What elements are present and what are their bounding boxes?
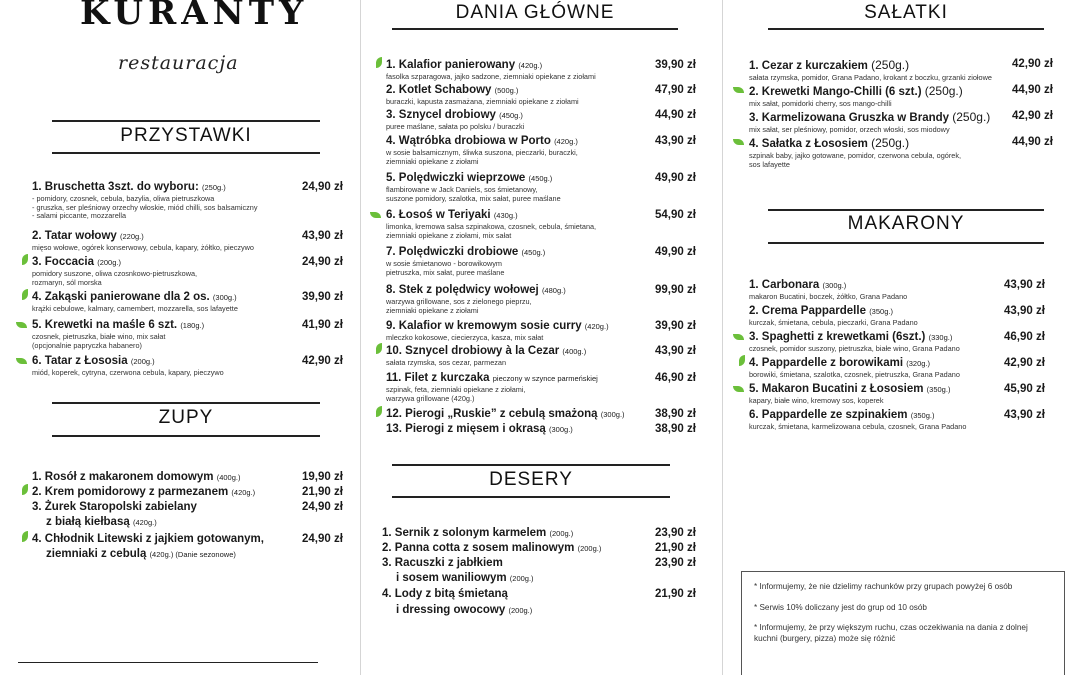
menu-item-title: 6. Łosoś w Teriyaki (386, 209, 491, 221)
info-note: * Informujemy, że przy większym ruchu, czas oczekiwania na dania z dolnej kuchni (burgery, pizza) może się różnić (754, 623, 1028, 643)
menu-item (386, 345, 666, 368)
menu-item-description: mix sałat, pomidorki cherry, sos mango-chilli (749, 98, 892, 108)
menu-item-size: (350g.) (869, 307, 893, 316)
menu-item-size: (200g.) (97, 258, 121, 267)
menu-item-title: 1. Carbonara (749, 279, 820, 291)
vegetarian-leaf-icon (376, 57, 382, 68)
menu-item (32, 230, 332, 253)
menu-item-description: miód, koperek, cytryna, czerwona cebula, kapary, pieczywo (32, 367, 224, 377)
menu-item-size: (450g.) (528, 174, 553, 183)
menu-item (382, 588, 652, 602)
section-rule (52, 402, 320, 404)
menu-item-size: (350g.) (926, 385, 951, 394)
menu-item-price: 43,90 zł (1004, 305, 1045, 317)
vegetarian-leaf-icon (22, 484, 28, 495)
menu-item-size: (250g.) (871, 58, 910, 72)
menu-item-size: (250g.) (924, 84, 963, 98)
section-rule (392, 464, 670, 466)
menu-item (386, 246, 666, 277)
menu-item-size: (250g.) (952, 110, 991, 124)
menu-item-size: (300g.) (212, 293, 237, 302)
section-title-przystawki: PRZYSTAWKI (120, 125, 252, 146)
vegetarian-leaf-icon (733, 386, 744, 392)
info-note: * Serwis 10% doliczany jest do grup od 10 osób (754, 602, 927, 612)
menu-item-size: (180g.) (180, 321, 205, 330)
menu-item-price: 38,90 zł (655, 423, 696, 435)
menu-item (386, 320, 666, 343)
menu-item-price: 19,90 zł (302, 471, 343, 483)
menu-item-title: 3. Foccacia (32, 256, 95, 268)
menu-item (32, 256, 332, 287)
menu-item-description: mleczko kokosowe, ciecierzyca, kasza, mix sałat (386, 332, 544, 342)
menu-item (386, 59, 666, 82)
menu-item-title: i dressing owocowy (396, 604, 506, 616)
menu-item-price: 44,90 zł (655, 109, 696, 121)
vegetarian-leaf-icon (733, 334, 744, 340)
menu-item-name (386, 320, 666, 334)
menu-item-description: sałata rzymska, pomidor, Grana Padano, krokant z boczku, grzanki ziołowe (749, 72, 992, 82)
menu-item (386, 372, 666, 403)
menu-item-name (32, 471, 302, 485)
menu-item-name (386, 59, 666, 73)
section-rule (768, 242, 1044, 244)
menu-item (32, 319, 332, 350)
menu-item-description: borowiki, śmietana, szalotka, czosnek, pietruszka, Grana Padano (749, 369, 960, 379)
menu-item-name (386, 84, 666, 98)
menu-item-title: 4. Wątróbka drobiowa w Porto (386, 135, 551, 147)
menu-item-price: 24,90 zł (302, 256, 343, 268)
menu-item-title: 4. Chłodnik Litewski z jajkiem gotowanym, (32, 533, 264, 545)
menu-item-price: 24,90 zł (302, 181, 343, 193)
menu-item-description: pomidory suszone, oliwa czosnkowo-pietruszkowa, rozmaryn, sól morska (32, 268, 198, 287)
menu-item-price: 44,90 zł (1012, 136, 1053, 148)
menu-item-price: 42,90 zł (1012, 110, 1053, 122)
menu-item-description: warzywa grillowane, sos z zielonego pieprzu, ziemniaki opiekane z ziołami (386, 296, 532, 315)
menu-item-price: 46,90 zł (655, 372, 696, 384)
menu-item-title: 2. Krem pomidorowy z parmezanem (32, 486, 229, 498)
menu-item (32, 471, 302, 485)
section-rule (18, 662, 318, 663)
menu-item (386, 172, 666, 203)
menu-item-price: 49,90 zł (655, 172, 696, 184)
menu-item-name (386, 423, 666, 437)
menu-item-description: w sosie balsamicznym, śliwka suszona, pieczarki, buraczki, ziemniaki opiekane z ziołami (386, 147, 578, 166)
menu-item (382, 542, 652, 556)
menu-item (386, 109, 666, 132)
menu-item-title: 2. Krewetki Mango-Chilli (6 szt.) (749, 86, 922, 98)
section-rule (768, 209, 1044, 211)
menu-item-name (386, 408, 666, 422)
section-rule (392, 496, 670, 498)
menu-item-price: 24,90 zł (302, 501, 343, 513)
menu-item (46, 516, 316, 530)
menu-item-price: 39,90 zł (302, 291, 343, 303)
section-rule (52, 435, 320, 437)
vegetarian-leaf-icon (22, 254, 28, 265)
menu-item-title: ziemniaki z cebulą (46, 548, 147, 560)
menu-item-description: puree maślane, sałata po polsku / buraczki (386, 121, 525, 131)
info-note: * Informujemy, że nie dzielimy rachunków przy grupach powyżej 6 osób (754, 582, 1013, 591)
vegetarian-leaf-icon (22, 531, 28, 542)
menu-item-title: 7. Polędwiczki drobiowe (386, 246, 519, 258)
vegetarian-leaf-icon (733, 87, 744, 93)
menu-item (32, 181, 332, 221)
menu-item-price: 41,90 zł (302, 319, 343, 331)
menu-item-price: 38,90 zł (655, 408, 696, 420)
vegetarian-leaf-icon (733, 139, 744, 145)
menu-item-size: (400g.) (562, 347, 587, 356)
menu-item-name (396, 604, 666, 618)
menu-item-size: (420g.) (Danie sezonowe) (149, 550, 236, 559)
menu-item-name (32, 486, 302, 500)
info-notes-box (741, 571, 1065, 675)
menu-item-price: 99,90 zł (655, 284, 696, 296)
menu-item-size: (220g.) (119, 232, 144, 241)
menu-item-name (46, 548, 316, 562)
menu-item-size: (320g.) (906, 359, 930, 368)
menu-item-description: limonka, kremowa salsa szpinakowa, czosnek, cebula, śmietana, ziemniaki opiekane z ziołami, mix sałat (386, 221, 597, 240)
menu-item-size: (250g.) (871, 136, 910, 150)
vegetarian-leaf-icon (376, 406, 382, 417)
menu-item-size: (450g.) (499, 111, 523, 120)
menu-item-name (32, 533, 302, 547)
menu-item-title: 4. Pappardelle z borowikami (749, 357, 904, 369)
menu-item-size: (400g.) (216, 473, 241, 482)
menu-item-title: 2. Kotlet Schabowy (386, 84, 492, 96)
menu-item (386, 423, 666, 437)
vegetarian-leaf-icon (16, 322, 27, 328)
menu-item-price: 23,90 zł (655, 527, 696, 539)
menu-item-description: flambirowane w Jack Daniels, sos śmietanowy, suszone pomidory, szalotka, mix sałat, puree maślane (386, 184, 561, 203)
menu-item-size: (350g.) (910, 411, 935, 420)
menu-item-size: (420g.) (231, 488, 256, 497)
menu-item-title: 1. Rosół z makaronem domowym (32, 471, 214, 483)
menu-item-size: (420g.) (132, 518, 157, 527)
menu-item-price: 39,90 zł (655, 59, 696, 71)
menu-item-price: 43,90 zł (1004, 279, 1045, 291)
menu-item-title: 1. Bruschetta 3szt. do wyboru: (32, 181, 199, 193)
menu-item-price: 43,90 zł (302, 230, 343, 242)
menu-item-price: 49,90 zł (655, 246, 696, 258)
menu-item (386, 135, 666, 166)
vegetarian-leaf-icon (16, 358, 27, 364)
menu-item-name (382, 588, 652, 602)
menu-item-price: 39,90 zł (655, 320, 696, 332)
menu-item-name (386, 109, 666, 123)
menu-item-name (386, 172, 666, 186)
menu-item-description: sałata rzymska, sos cezar, parmezan (386, 357, 507, 367)
menu-item-title: 12. Pierogi „Ruskie” z cebulą smażoną (386, 408, 598, 420)
menu-item-price: 43,90 zł (1004, 409, 1045, 421)
menu-item (386, 284, 666, 315)
menu-item-description: czosnek, pietruszka, białe wino, mix sałat (opcjonalnie papryczka habanero) (32, 331, 166, 350)
menu-item (382, 557, 652, 571)
menu-item-size: (200g.) (549, 529, 574, 538)
menu-item-name (386, 135, 666, 149)
menu-item-size: (200g.) (508, 606, 533, 615)
menu-item-description: krążki cebulowe, kalmary, camembert, mozzarella, sos lafayette (32, 303, 238, 313)
menu-item-title: 4. Sałatka z Łososiem (749, 138, 868, 150)
menu-item-size: (300g.) (549, 425, 573, 434)
menu-item-title: 5. Polędwiczki wieprzowe (386, 172, 526, 184)
menu-item-size: (300g.) (822, 281, 847, 290)
menu-item-title: 6. Pappardelle ze szpinakiem (749, 409, 908, 421)
section-title-salatki: SAŁATKI (864, 2, 948, 23)
section-rule (768, 28, 1044, 30)
menu-item-description: w sosie śmietanowo - borowikowym pietruszka, mix sałat, puree maślane (386, 258, 505, 277)
menu-item-title: 3. Spaghetti z krewetkami (6szt.) (749, 331, 926, 343)
menu-item-name (386, 246, 666, 260)
section-title-zupy: ZUPY (158, 407, 214, 428)
menu-item-size: (420g.) (554, 137, 578, 146)
restaurant-subtitle: restauracja (118, 52, 239, 74)
menu-item-size: (200g.) (577, 544, 602, 553)
menu-item (32, 501, 302, 515)
menu-item-description: fasolka szparagowa, jajko sadzone, ziemniaki opiekane z ziołami (386, 71, 596, 81)
menu-item-size: (500g.) (494, 86, 519, 95)
menu-item-description: czosnek, pomidor suszony, pietruszka, białe wino, Grana Padano (749, 343, 960, 353)
menu-item-description: buraczki, kapusta zasmażana, ziemniaki opiekane z ziołami (386, 96, 579, 106)
menu-item-name (386, 209, 666, 223)
menu-item-title: 4. Lody z bitą śmietaną (382, 588, 508, 600)
menu-item-name (386, 284, 666, 298)
menu-item-title: 2. Tatar wołowy (32, 230, 117, 242)
menu-item (32, 291, 332, 314)
menu-item (386, 408, 666, 422)
menu-item-name (386, 372, 666, 386)
menu-item-size: (420g.) (584, 322, 609, 331)
menu-item-price: 43,90 zł (655, 345, 696, 357)
menu-item-price: 54,90 zł (655, 209, 696, 221)
menu-item (386, 84, 666, 107)
menu-item-price: 46,90 zł (1004, 331, 1045, 343)
menu-item-title: 10. Sznycel drobiowy à la Cezar (386, 345, 560, 357)
menu-item-description: makaron Bucatini, boczek, żółtko, Grana Padano (749, 291, 908, 301)
section-title-dania-glowne: DANIA GŁÓWNE (455, 2, 615, 23)
menu-item (32, 486, 302, 500)
section-title-desery: DESERY (489, 469, 573, 490)
menu-item-title: 3. Racuszki z jabłkiem (382, 557, 503, 569)
menu-item-size: (430g.) (493, 211, 518, 220)
menu-item-title: 2. Crema Pappardelle (749, 305, 866, 317)
menu-item-title: 6. Tatar z Łososia (32, 355, 128, 367)
section-rule (52, 120, 320, 122)
menu-item-description: - pomidory, czosnek, cebula, bazylia, oliwa pietruszkowa - gruszka, ser pleśniowy orzechy włoskie, miód chilli, sos balsamiczny - salami piccante, mozzarella (32, 193, 258, 221)
menu-item-price: 43,90 zł (655, 135, 696, 147)
menu-item-name (32, 181, 332, 195)
menu-item-title: 3. Żurek Staropolski zabielany (32, 501, 197, 513)
menu-item-name (382, 542, 652, 556)
section-title-makarony: MAKARONY (847, 213, 965, 234)
menu-item-title: 5. Makaron Bucatini z Łososiem (749, 383, 924, 395)
menu-item-title: 2. Panna cotta z sosem malinowym (382, 542, 575, 554)
menu-item-price: 42,90 zł (302, 355, 343, 367)
menu-item-title: 1. Kalafior panierowany (386, 59, 516, 71)
menu-item-name (382, 557, 652, 571)
menu-item-title: z białą kiełbasą (46, 516, 130, 528)
vegetarian-leaf-icon (370, 212, 381, 218)
menu-item-price: 47,90 zł (655, 84, 696, 96)
vegetarian-leaf-icon (22, 289, 28, 300)
menu-item-price: 42,90 zł (1004, 357, 1045, 369)
menu-item-size: (450g.) (521, 248, 546, 257)
menu-item (386, 209, 666, 240)
menu-item-title: 1. Sernik z solonym karmelem (382, 527, 547, 539)
menu-item-price: 21,90 zł (655, 588, 696, 600)
menu-item-price: 24,90 zł (302, 533, 343, 545)
menu-item-name (32, 501, 302, 515)
menu-item-title: 8. Stek z polędwicy wołowej (386, 284, 539, 296)
menu-item-description: kurczak, śmietana, cebula, pieczarki, Grana Padano (749, 317, 918, 327)
section-rule (392, 28, 678, 30)
menu-item (32, 355, 332, 378)
menu-item-price: 44,90 zł (1012, 84, 1053, 96)
menu-item-name (382, 527, 652, 541)
menu-item-name (32, 256, 332, 270)
menu-item-title: 3. Sznycel drobiowy (386, 109, 496, 121)
menu-item-size: (420g.) (518, 61, 543, 70)
menu-item-size: (200g.) (509, 574, 534, 583)
menu-item-title: 4. Zakąski panierowane dla 2 os. (32, 291, 210, 303)
column-divider (722, 0, 723, 675)
menu-item (396, 604, 666, 618)
menu-item-title: 5. Krewetki na maśle 6 szt. (32, 319, 178, 331)
menu-item-price: 23,90 zł (655, 557, 696, 569)
menu-item-name (386, 345, 666, 359)
menu-item-name (396, 572, 666, 586)
menu-item-price: 45,90 zł (1004, 383, 1045, 395)
menu-item (382, 527, 652, 541)
menu-item-title: 9. Kalafior w kremowym sosie curry (386, 320, 582, 332)
menu-item-name (32, 230, 332, 244)
menu-item-size: pieczony w szynce parmeńskiej (492, 374, 598, 383)
menu-item-size: (480g.) (541, 286, 566, 295)
menu-item-title: 13. Pierogi z mięsem i okrasą (386, 423, 546, 435)
menu-item-price: 21,90 zł (655, 542, 696, 554)
menu-item-price: 21,90 zł (302, 486, 343, 498)
column-divider (360, 0, 361, 675)
menu-item-description: mix sałat, ser pleśniowy, pomidor, orzech włoski, sos miodowy (749, 124, 950, 134)
menu-item-description: kurczak, śmietana, karmelizowana cebula, czosnek, Grana Padano (749, 421, 967, 431)
menu-item-size: (330g.) (928, 333, 953, 342)
menu-item-name (32, 355, 332, 369)
menu-item-description: mięso wołowe, ogórek konserwowy, cebula, kapary, żółtko, pieczywo (32, 242, 254, 252)
menu-item-size: (200g.) (130, 357, 155, 366)
vegetarian-leaf-icon (739, 355, 745, 366)
menu-item-description: szpinak, feta, ziemniaki opiekane z ziołami, warzywa grillowane (420g.) (386, 384, 526, 403)
menu-item-description: kapary, białe wino, kremowy sos, koperek (749, 395, 884, 405)
menu-item-name (32, 291, 332, 305)
menu-item-title: i sosem waniliowym (396, 572, 507, 584)
menu-item (32, 533, 302, 547)
menu-item (46, 548, 316, 562)
menu-item-name (32, 319, 332, 333)
menu-item-description: szpinak baby, jajko gotowane, pomidor, czerwona cebula, ogórek, sos lafayette (749, 150, 962, 169)
section-rule (52, 152, 320, 154)
vegetarian-leaf-icon (376, 343, 382, 354)
menu-item-title: 11. Filet z kurczaka (386, 372, 490, 384)
menu-item-price: 42,90 zł (1012, 58, 1053, 70)
menu-item (396, 572, 666, 586)
menu-item-size: (250g.) (201, 183, 226, 192)
menu-item-title: 3. Karmelizowana Gruszka w Brandy (749, 112, 950, 124)
menu-item-size: (300g.) (600, 410, 625, 419)
menu-item-title: 1. Cezar z kurczakiem (749, 60, 868, 72)
menu-item-name (46, 516, 316, 530)
restaurant-logo: KURANTY (80, 0, 309, 33)
